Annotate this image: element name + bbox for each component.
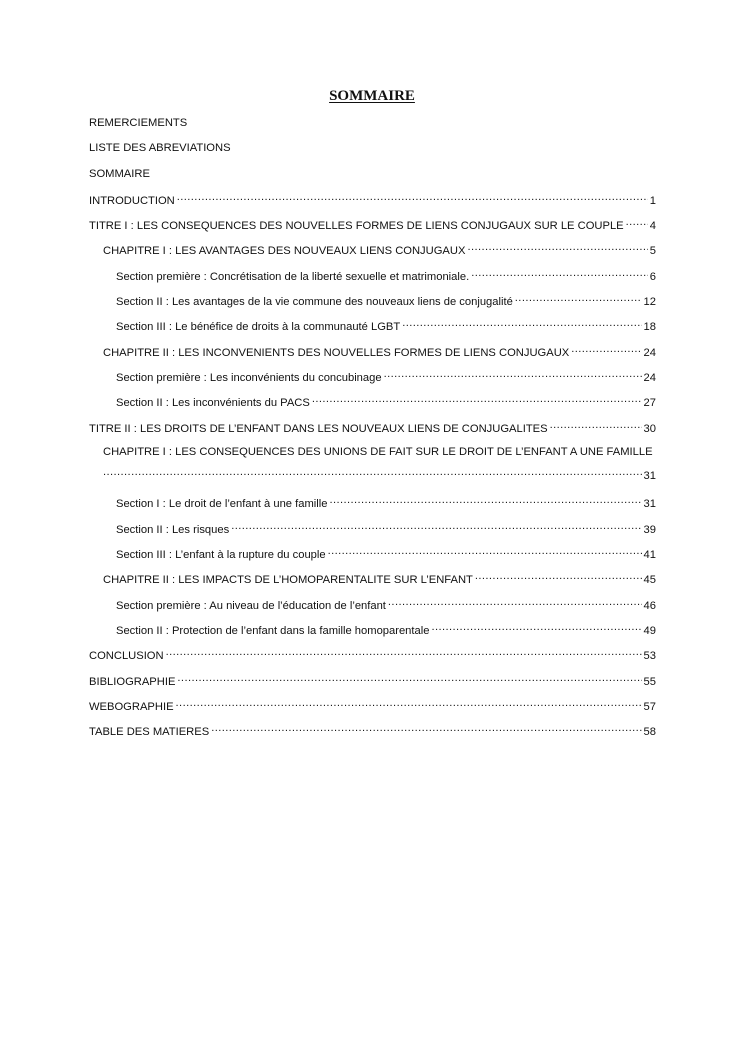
toc-entry-webographie[interactable]: [89, 698, 656, 723]
toc-entry-table-des-matieres[interactable]: [89, 723, 656, 748]
toc-entry-titre-2-chapitre-2[interactable]: [89, 571, 656, 596]
toc-entry-section[interactable]: [89, 293, 656, 318]
dot-leader: [471, 268, 648, 280]
toc-entry-label: REMERCIEMENTS: [89, 117, 188, 129]
toc-entry-label: CHAPITRE I : LES AVANTAGES DES NOUVEAUX LIENS CONJUGAUX: [103, 245, 466, 258]
dot-leader: [328, 546, 642, 558]
toc-entry-introduction[interactable]: [89, 192, 656, 217]
toc-entry-label: Section III : Le bénéfice de droits à la communauté LGBT: [116, 321, 401, 334]
toc-entry-section[interactable]: [89, 622, 656, 647]
toc-entry-page: 53: [643, 650, 656, 663]
toc-entry-label: TITRE II : LES DROITS DE L’ENFANT DANS LES NOUVEAUX LIENS DE CONJUGALITES: [89, 422, 548, 435]
toc-entry-section[interactable]: [89, 318, 656, 343]
dot-leader: [550, 420, 642, 432]
toc-entry-label: LISTE DES ABREVIATIONS: [89, 142, 231, 155]
toc-entry-label: CHAPITRE II : LES INCONVENIENTS DES NOUVELLES FORMES DE LIENS CONJUGAUX: [103, 346, 570, 359]
toc-entry-sommaire[interactable]: [89, 167, 656, 192]
toc-entry-page: 24: [643, 346, 656, 359]
toc-entry-section[interactable]: [89, 495, 656, 520]
toc-entry-page: 5: [649, 245, 656, 258]
toc-entry-page: 49: [643, 624, 656, 637]
toc-entry-label: Section II : Les risques: [116, 523, 230, 536]
toc-entry-titre-1[interactable]: [89, 217, 656, 242]
toc-entry-page: 27: [643, 397, 656, 410]
toc-entry-label: TABLE DES MATIERES: [89, 726, 210, 739]
dot-leader: [177, 673, 641, 685]
toc-entry-label: Section II : Les inconvénients du PACS: [116, 397, 310, 410]
page-title: SOMMAIRE: [329, 88, 415, 104]
toc-entry-titre-1-chapitre-1[interactable]: [89, 242, 656, 267]
toc-entry-liste-abreviations[interactable]: [89, 141, 656, 166]
toc-entry-titre-2[interactable]: [89, 420, 656, 445]
toc-entry-label: SOMMAIRE: [89, 167, 150, 180]
toc-entry-conclusion[interactable]: [89, 647, 656, 672]
dot-leader: [402, 318, 641, 330]
toc-entry-section[interactable]: [89, 597, 656, 622]
dot-leader: [103, 467, 642, 479]
dot-leader: [571, 344, 641, 356]
toc-entry-page: 57: [643, 700, 656, 713]
toc-entry-label: TITRE I : LES CONSEQUENCES DES NOUVELLES FORMES DE LIENS CONJUGAUX SUR LE COUPLE: [89, 220, 624, 233]
toc-entry-label: Section II : Protection de l’enfant dans la famille homoparentale: [116, 624, 430, 637]
toc-entry-page: 39: [643, 523, 656, 536]
dot-leader: [231, 521, 641, 533]
dot-leader: [388, 597, 642, 609]
toc-entry-page: 12: [643, 296, 656, 309]
toc-entry-label: CONCLUSION: [89, 650, 164, 663]
dot-leader: [166, 647, 642, 659]
toc-entry-bibliographie[interactable]: [89, 673, 656, 698]
dot-leader: [431, 622, 641, 634]
toc-entry-remerciements[interactable]: [89, 116, 656, 141]
toc-entry-page: 30: [643, 422, 656, 435]
toc-entry-page: 24: [643, 371, 656, 384]
dot-leader: [211, 723, 641, 735]
dot-leader: [467, 242, 647, 254]
toc-entry-label: CHAPITRE II : LES IMPACTS DE L’HOMOPARENTALITE SUR L’ENFANT: [103, 574, 473, 587]
toc-entry-label: INTRODUCTION: [89, 194, 175, 207]
toc-entry-page: 4: [649, 220, 656, 233]
dot-leader: [312, 394, 642, 406]
toc-entry-page: 41: [643, 549, 656, 562]
toc-entry-label: CHAPITRE I : LES CONSEQUENCES DES UNIONS DE FAIT SUR LE DROIT DE L’ENFANT A UNE FAMILLE: [103, 445, 653, 458]
toc-entry-page: 18: [643, 321, 656, 334]
dot-leader: [515, 293, 642, 305]
dot-leader: [176, 698, 642, 710]
toc-entry-label: Section première : Au niveau de l’éducation de l’enfant: [116, 599, 386, 612]
dot-leader: [177, 192, 648, 204]
table-of-contents: [89, 116, 656, 748]
toc-entry-page: 6: [649, 270, 656, 283]
toc-entry-section[interactable]: [89, 521, 656, 546]
toc-entry-label: BIBLIOGRAPHIE: [89, 675, 176, 688]
toc-entry-titre-2-chapitre-1[interactable]: [89, 445, 656, 496]
toc-entry-label: Section II : Les avantages de la vie commune des nouveaux liens de conjugalité: [116, 296, 513, 309]
toc-entry-label: Section première : Les inconvénients du concubinage: [116, 371, 382, 384]
toc-entry-label: Section I : Le droit de l’enfant à une famille: [116, 498, 328, 511]
dot-leader: [475, 571, 642, 583]
toc-entry-label: Section première : Concrétisation de la liberté sexuelle et matrimoniale.: [116, 270, 470, 283]
toc-entry-page: 1: [649, 194, 656, 207]
toc-entry-section[interactable]: [89, 268, 656, 293]
toc-entry-page: 31: [643, 498, 656, 511]
toc-entry-page: 58: [643, 726, 656, 739]
toc-entry-label: Section III : L’enfant à la rupture du couple: [116, 549, 326, 562]
dot-leader: [384, 369, 642, 381]
toc-entry-page: 45: [643, 574, 656, 587]
dot-leader: [329, 495, 641, 507]
toc-entry-titre-1-chapitre-2[interactable]: [89, 344, 656, 369]
toc-entry-label: WEBOGRAPHIE: [89, 700, 174, 713]
dot-leader: [626, 217, 648, 229]
toc-entry-section[interactable]: [89, 394, 656, 419]
toc-entry-section[interactable]: [89, 546, 656, 571]
toc-entry-page: 46: [643, 599, 656, 612]
toc-entry-section[interactable]: [89, 369, 656, 394]
toc-entry-page: 31: [643, 469, 656, 482]
toc-entry-page: 55: [643, 675, 656, 688]
